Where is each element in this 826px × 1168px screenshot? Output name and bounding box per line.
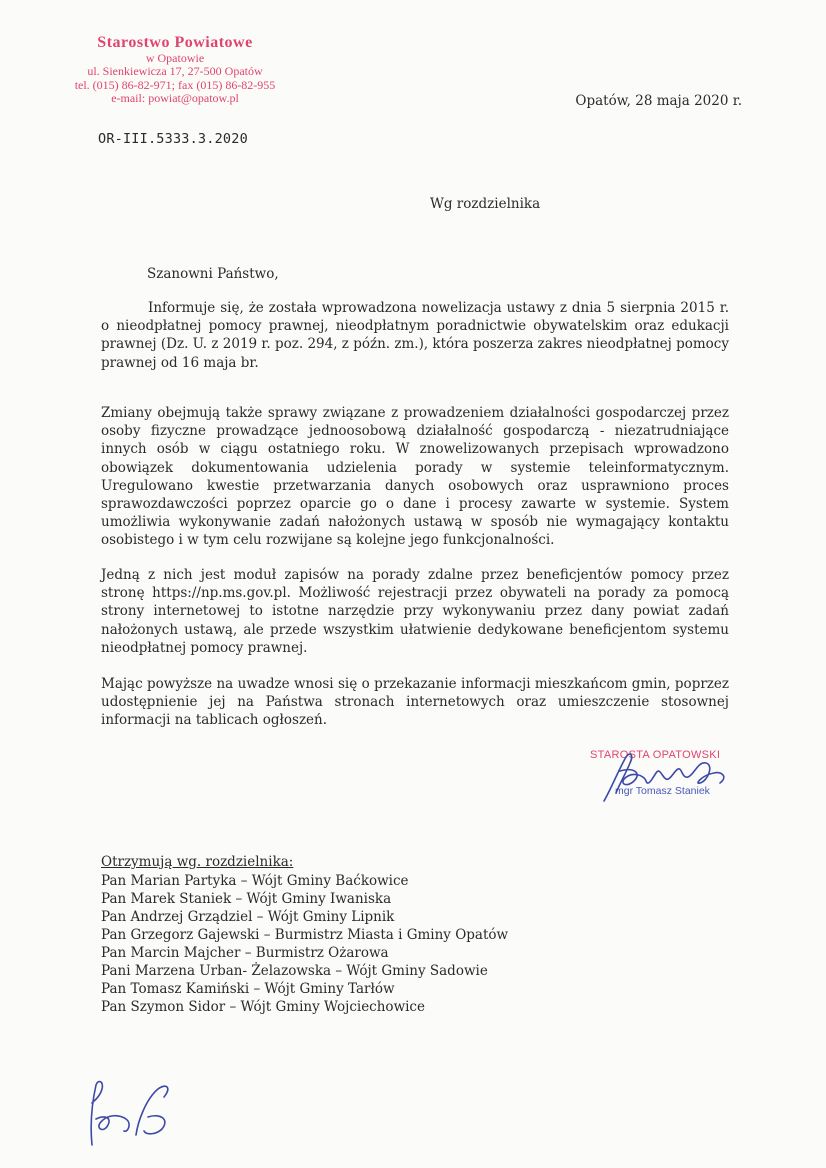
- handwritten-initials-icon: [78, 1075, 198, 1155]
- signature-name: mgr Tomasz Staniek: [615, 785, 710, 797]
- distribution-title: Otrzymują wg. rozdzielnika:: [101, 854, 294, 870]
- list-item: Pan Tomasz Kamiński – Wójt Gminy Tarłów: [101, 981, 395, 997]
- office-stamp: [60, 34, 290, 106]
- list-item: Pan Marcin Majcher – Burmistrz Ożarowa: [101, 945, 389, 961]
- stamp-line: w Opatowie: [145, 50, 205, 65]
- paragraph-1: Informuje się, że została wprowadzona nowelizacja ustawy z dnia 5 sierpnia 2015 r. o nieodpłatnej pomocy prawnej, nieodpłatnym poradnictwie obywatelskim oraz edukacji prawnej (Dz. U. z 2019 r. poz. 294, z późn. zm.), która poszerza zakres nieodpłatnej pomocy prawnej od 16 maja br.: [101, 300, 729, 371]
- signature-stamp: [590, 749, 740, 797]
- signature-title: STAROSTA OPATOWSKI: [590, 749, 721, 761]
- list-item: Pan Grzegorz Gajewski – Burmistrz Miasta i Gminy Opatów: [101, 927, 509, 943]
- list-item: Pani Marzena Urban- Żelazowska – Wójt Gminy Sadowie: [101, 963, 488, 979]
- stamp-line: tel. (015) 86-82-971; fax (015) 86-82-955: [74, 77, 276, 92]
- distribution-list: [101, 872, 508, 1016]
- letter-date: Opatów, 28 maja 2020 r.: [575, 93, 742, 109]
- stamp-line: e-mail: powiat@opatow.pl: [111, 91, 239, 106]
- paragraph-4: Mając powyższe na uwadze wnosi się o przekazanie informacji mieszkańcom gmin, poprzez udostępnienie jej na Państwa stronach internetowych oraz umieszczenie stosownej informacji na tablicach ogłoszeń.: [101, 676, 729, 729]
- paragraph-2: Zmiany obejmują także sprawy związane z prowadzeniem działalności gospodarczej przez osoby fizyczne prowadzące jednoosobową działalność gospodarczą - niezatrudniające innych osób w ciągu ostatniego roku. W znowelizowanych przepisach wprowadzono obowiązek dokumentowania udzielenia porady w systemie teleinformatycznym. Uregulowano kwestie przetwarzania danych osobowych oraz usprawniono proces sprawozdawczości poprzez oparcie go o dane i procesy zawarte w systemie. System umożliwia wykonywanie zadań nałożonych ustawą w sposób nie wymagający kontaktu osobistego i w tym celu rozwijane są kolejne jego funkcjonalności.: [101, 405, 729, 549]
- handwritten-signature-icon: [590, 749, 740, 809]
- salutation: Szanowni Państwo,: [147, 266, 279, 282]
- list-item: Pan Marek Staniek – Wójt Gminy Iwaniska: [101, 891, 392, 907]
- list-item: Pan Marian Partyka – Wójt Gminy Baćkowice: [101, 873, 409, 889]
- addressee: Wg rozdzielnika: [430, 196, 541, 212]
- reference-number: OR-III.5333.3.2020: [98, 131, 248, 147]
- list-item: Pan Szymon Sidor – Wójt Gminy Wojciechowice: [101, 999, 425, 1015]
- stamp-line: ul. Sienkiewicza 17, 27-500 Opatów: [87, 64, 263, 79]
- paragraph-3: Jedną z nich jest moduł zapisów na porady zdalne przez beneficjentów pomocy przez stronę https://np.ms.gov.pl. Możliwość rejestracji przez obywateli na porady za pomocą strony internetowej to istotne narzędzie przy wykonywaniu przez dany powiat zadań nałożonych ustawą, ale przede wszystkim ułatwienie dedykowane beneficjentom systemu nieodpłatnej pomocy prawnej.: [101, 567, 729, 656]
- stamp-title: Starostwo Powiatowe: [97, 34, 253, 51]
- list-item: Pan Andrzej Grządziel – Wójt Gminy Lipnik: [101, 909, 395, 925]
